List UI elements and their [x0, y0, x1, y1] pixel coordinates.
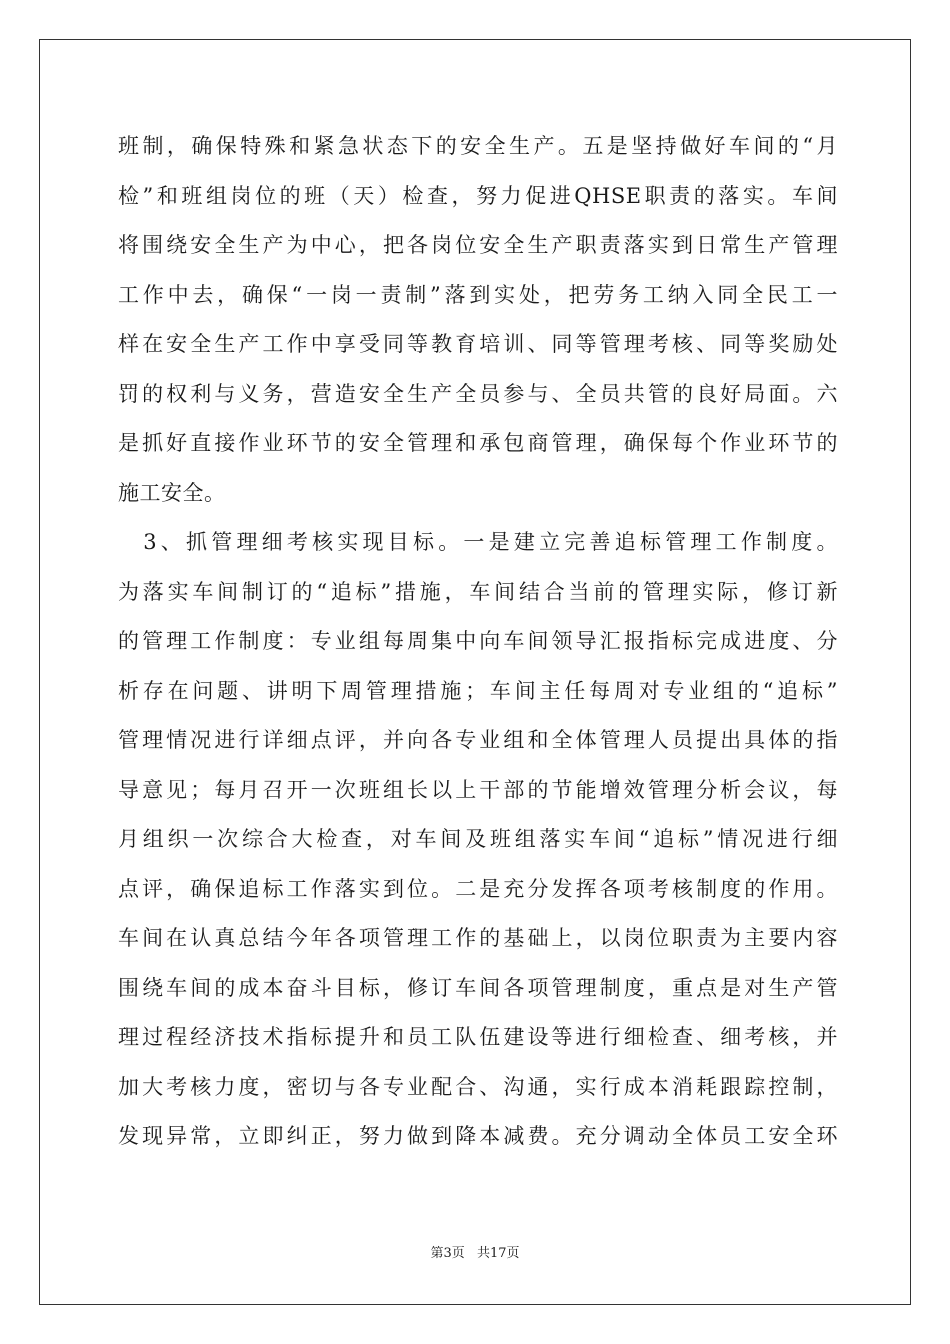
text-line: 加大考核力度，密切与各专业配合、沟通，实行成本消耗跟踪控制，: [118, 1074, 838, 1099]
text-line: 3、抓管理细考核实现目标。一是建立完善追标管理工作制度。: [118, 530, 838, 554]
text-line: 班制，确保特殊和紧急状态下的安全生产。五是坚持做好车间的“月: [118, 134, 838, 158]
text-line: 工作中去，确保“一岗一责制”落到实处，把劳务工纳入同全民工一: [118, 282, 838, 307]
text-line: 发现异常，立即纠正，努力做到降本减费。充分调动全体员工安全环: [118, 1124, 838, 1148]
text-line: 样在安全生产工作中享受同等教育培训、同等管理考核、同等奖励处: [118, 332, 838, 356]
text-line: 车间在认真总结今年各项管理工作的基础上，以岗位职责为主要内容: [118, 926, 838, 950]
text-line: 月组织一次综合大检查，对车间及班组落实车间“追标”情况进行细: [118, 827, 838, 851]
text-line: 检”和班组岗位的班（天）检查，努力促进QHSE职责的落实。车间: [118, 183, 838, 208]
text-line: 管理情况进行详细点评，并向各专业组和全体管理人员提出具体的指: [118, 728, 838, 752]
text-line: 为落实车间制订的“追标”措施，车间结合当前的管理实际，修订新: [118, 579, 838, 604]
text-line: 罚的权利与义务，营造安全生产全员参与、全员共管的良好局面。六: [118, 381, 838, 406]
text-line: 将围绕安全生产为中心，把各岗位安全生产职责落实到日常生产管理: [118, 233, 838, 257]
page-number-total: 共17页: [476, 1246, 520, 1261]
text-line: 导意见；每月召开一次班组长以上干部的节能增效管理分析会议，每: [118, 777, 838, 802]
page-number-current: 第3页: [430, 1246, 465, 1261]
text-line: 析存在问题、讲明下周管理措施；车间主任每周对专业组的“追标”: [118, 678, 838, 703]
text-line: 的管理工作制度：专业组每周集中向车间领导汇报指标完成进度、分: [118, 629, 838, 653]
text-line: 理过程经济技术指标提升和员工队伍建设等进行细检查、细考核，并: [118, 1025, 838, 1049]
text-line: 点评，确保追标工作落实到位。二是充分发挥各项考核制度的作用。: [118, 876, 838, 901]
page-footer: [0, 1242, 950, 1261]
text-line: 施工安全。: [118, 480, 226, 505]
text-line: 是抓好直接作业环节的安全管理和承包商管理，确保每个作业环节的: [118, 431, 838, 455]
document-body: [118, 128, 838, 1168]
text-line: 围绕车间的成本奋斗目标，修订车间各项管理制度，重点是对生产管: [118, 975, 838, 1000]
